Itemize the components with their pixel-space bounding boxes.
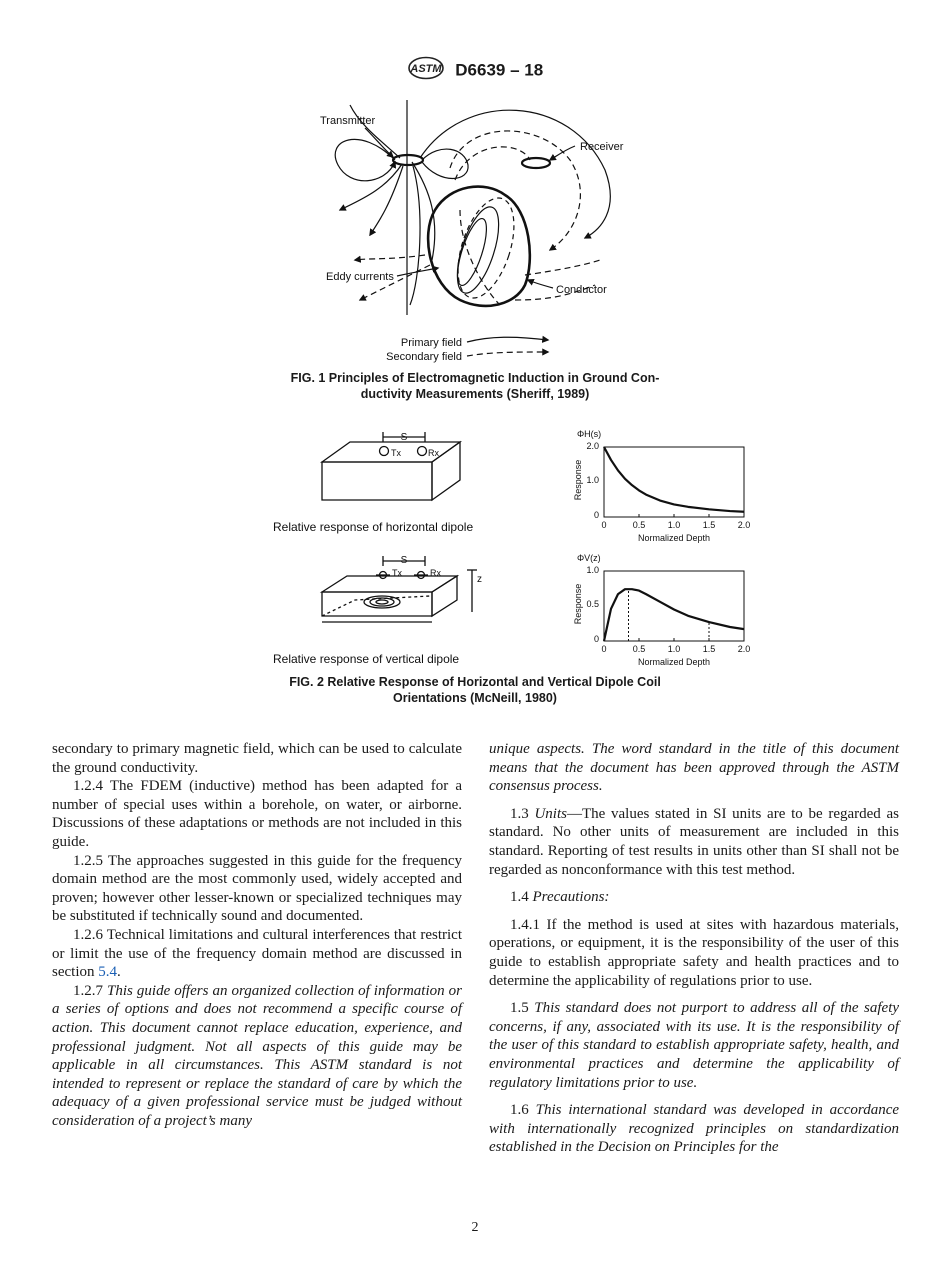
vertical-dipole-caption: Relative response of vertical dipole [273,652,460,666]
label-transmitter: Transmitter [320,115,376,127]
chart-v-ytick: 1.0 [586,565,599,575]
paragraph-text: This guide offers an organized collection of information or a series of options and does not recommend a specific course of action. This document cannot replace education, experience, and professional judgment. Not all aspects of this guide may be applicable in all circumstances. This ASTM standard is not intended to represent or replace the standard of care by which the adequacy of a given professional service must be judged without consideration of a project’s many [52,982,462,1129]
figure-2-caption-line2: Orientations (McNeill, 1980) [393,691,557,705]
legend-primary-field: Primary field [400,337,462,349]
paragraph-1-4-1: 1.4.1 If the method is used at sites with hazardous materials, operations, or equipment, it is the responsibility of the user of this guide to establish appropriate safety and health practices and to determine the applicability of regulations prior to use. [489,916,899,989]
svg-text:ASTM: ASTM [410,63,442,75]
paragraph: secondary to primary magnetic field, which can be used to calculate the ground conductivity. [52,741,462,776]
chart-h-xlabel: Normalized Depth [637,533,711,543]
chart-h-xtick: 1.5 [702,520,716,530]
label-eddy-currents: Eddy currents [326,271,394,283]
figure-2-caption [200,674,750,706]
paragraph-number: 1.6 [510,1102,536,1119]
figure-1 [300,100,650,365]
chart-v-frame [604,571,744,641]
chart-h-ytick-group [586,441,599,520]
chart-v-title: ΦV(z) [577,553,601,563]
figure-2 [265,420,765,675]
paragraph-number: 1.4 [510,889,533,906]
page-header [0,56,950,85]
v-rx-label: Rx [430,568,441,578]
chart-h-ylabel: Response [573,459,583,501]
chart-v-xtick: 1.0 [667,644,681,654]
paragraph-text: —The values stated in SI units are to be regarded as standard. No other units of measurement are included in this standard. Reporting of test results in units other than SI shall not be regarded as nonconformance with this test method. [489,805,900,878]
chart-v-ytick: 0 [593,634,599,644]
chart-v-series-line [604,589,744,641]
paragraph-text: This standard does not purport to address all of the safety concerns, if any, associated with its use. It is the responsibility of the user of this standard to establish appropriate safety, health, and environmental practices and determine the applicability of regulatory limitations prior to use. [489,1000,900,1091]
astm-logo-icon [407,56,445,85]
section-5-4-link[interactable]: 5.4 [98,964,117,981]
chart-h-xtick-group [601,520,750,530]
figure-1-caption [200,370,750,402]
chart-h-ytick: 1.0 [586,475,599,485]
paragraph-term: Units [534,805,567,822]
paragraph-1-2-4: 1.2.4 The FDEM (inductive) method has been adapted for a number of special uses within a borehole, on water, or airborne. Discussions of these adaptations or methods are not included in this guide. [52,778,462,850]
label-receiver: Receiver [580,141,624,153]
label-conductor: Conductor [556,284,607,296]
h-rx-label: Rx [428,448,439,458]
legend-secondary-field: Secondary field [386,351,462,363]
chart-h-xtick: 1.0 [667,520,681,530]
chart-h-frame [604,447,744,517]
chart-vertical-response [573,553,750,667]
chart-h-ytick: 2.0 [586,441,599,451]
v-z-label: z [477,574,482,585]
chart-horizontal-response [573,429,750,543]
chart-v-ytick: 0.5 [586,599,599,609]
paragraph-text: This international standard was developed in accordance with internationally recognized principles on standardization established in the Decision on Principles for the [489,1102,900,1156]
figure-1-caption-line2: ductivity Measurements (Sheriff, 1989) [360,387,590,401]
v-s-label: S [400,555,408,566]
chart-v-xtick: 0 [601,644,607,654]
chart-h-series-line [604,447,744,512]
figure-2-diagram [265,420,765,675]
chart-h-xtick: 0.5 [632,520,646,530]
chart-v-xtick: 2.0 [737,644,751,654]
chart-v-xtick: 0.5 [632,644,646,654]
page-number: 2 [471,1220,479,1235]
paragraph-term: Precautions: [532,889,610,906]
paragraph-1-3 [489,805,899,879]
figure-2-caption-line1: FIG. 2 Relative Response of Horizontal and Vertical Dipole Coil [289,675,661,689]
h-tx-label: Tx [391,448,401,458]
paragraph-1-5 [489,999,899,1092]
chart-h-title: ΦH(s) [577,429,602,439]
chart-v-xtick-group [601,644,750,654]
chart-v-ytick-group [586,565,599,644]
paragraph-number: 1.3 [510,805,535,822]
paragraph-text: . [117,964,121,981]
body-column-right [489,740,899,1157]
paragraph: unique aspects. The word standard in the title of this document means that the document has been approved through the ASTM consensus process. [489,741,899,795]
chart-h-xtick: 2.0 [737,520,751,530]
chart-v-xlabel: Normalized Depth [637,657,711,667]
paragraph-1-2-6 [52,926,462,982]
v-tx-label: Tx [392,568,402,578]
chart-h-ytick: 0 [593,510,599,520]
chart-h-xtick: 0 [601,520,607,530]
horizontal-dipole-caption: Relative response of horizontal dipole [273,520,474,534]
paragraph-1-2-5: 1.2.5 The approaches suggested in this guide for the frequency domain method are the most commonly used, widely accepted and proven; however other lesser-known or specialized techniques may be substituted if technically sound and documented. [52,852,462,925]
h-s-label: S [400,432,408,443]
chart-v-xtick: 1.5 [702,644,716,654]
paragraph-text: 1.2.6 Technical limitations and cultural interferences that restrict or limit the use of the frequency domain method are discussed in section [52,926,462,981]
paragraph-number: 1.5 [510,1000,535,1017]
figure-1-diagram [300,100,650,365]
standard-designation: D6639 – 18 [455,60,544,80]
body-column-left [52,740,462,1130]
paragraph-number: 1.2.7 [73,982,108,999]
figure-1-caption-line1: FIG. 1 Principles of Electromagnetic Induction in Ground Con- [290,371,660,385]
paragraph-1-4 [489,888,899,907]
paragraph-1-2-7 [52,982,462,1131]
chart-v-ylabel: Response [573,583,583,625]
paragraph-1-6 [489,1101,899,1157]
